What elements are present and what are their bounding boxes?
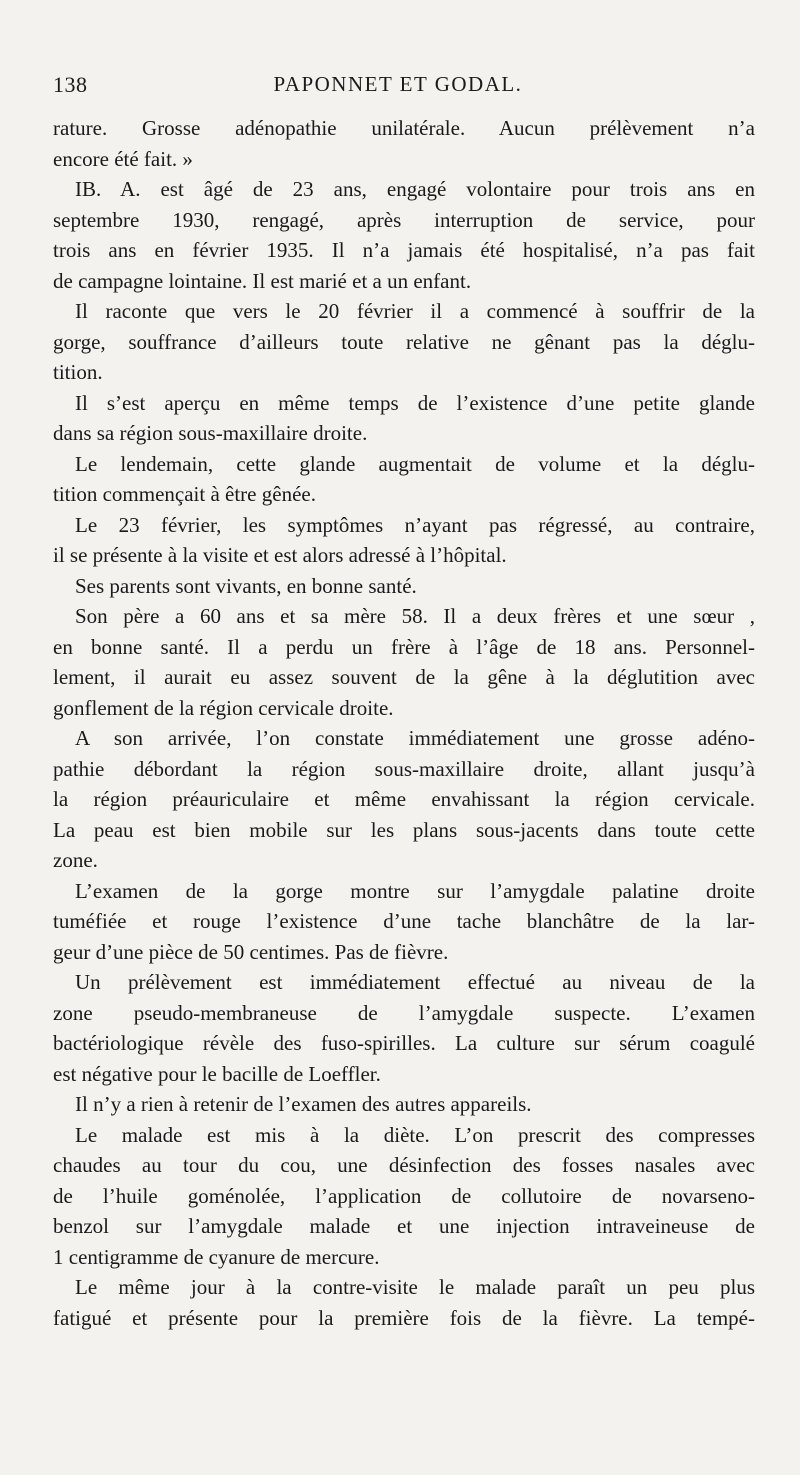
text-line: zone pseudo-membraneuse de l’amygdale suspecte. L’examen xyxy=(53,1000,755,1025)
text-line: geur d’une pièce de 50 centimes. Pas de fièvre. xyxy=(53,939,449,964)
page-header xyxy=(53,72,743,102)
text-line: L’examen de la gorge montre sur l’amygdale palatine droite xyxy=(75,878,755,903)
text-line: il se présente à la visite et est alors adressé à l’hôpital. xyxy=(53,543,507,567)
text-line: benzol sur l’amygdale malade et une injection intraveineuse de xyxy=(53,1214,755,1238)
text-line: Le malade est mis à la diète. L’on prescrit des compresses xyxy=(75,1122,755,1147)
text-line: Ses parents sont vivants, en bonne santé. xyxy=(75,573,417,598)
text-line: pathie débordant la région sous-maxillaire droite, allant jusqu’à xyxy=(53,756,755,781)
text-line: fatigué et présente pour la première fois de la fièvre. La tempé- xyxy=(53,1305,755,1330)
text-line: 1 centigramme de cyanure de mercure. xyxy=(53,1244,380,1269)
text-line: Le 23 février, les symptômes n’ayant pas régressé, au contraire, xyxy=(75,512,755,537)
text-line: gonflement de la région cervicale droite. xyxy=(53,695,394,720)
text-line: Le lendemain, cette glande augmentait de volume et la déglu- xyxy=(75,451,755,476)
page-number: 138 xyxy=(53,72,88,97)
text-line: tuméfiée et rouge l’existence d’une tache blanchâtre de la lar- xyxy=(53,909,755,933)
text-line: Il raconte que vers le 20 février il a commencé à souffrir de la xyxy=(75,299,755,323)
text-line: la région préauriculaire et même envahissant la région cervicale. xyxy=(53,787,755,811)
text-line: Il n’y a rien à retenir de l’examen des autres appareils. xyxy=(75,1092,532,1116)
text-line: Le même jour à la contre-visite le malade paraît un peu plus xyxy=(75,1275,755,1299)
text-line: Un prélèvement est immédiatement effectué au niveau de la xyxy=(75,970,755,994)
text-line: Son père a 60 ans et sa mère 58. Il a deux frères et une sœur , xyxy=(75,604,755,628)
text-line: zone. xyxy=(53,848,98,872)
text-line: rature. Grosse adénopathie unilatérale. Aucun prélèvement n’a xyxy=(53,116,755,140)
text-line: chaudes au tour du cou, une désinfection des fosses nasales avec xyxy=(53,1153,755,1177)
text-line: dans sa région sous-maxillaire droite. xyxy=(53,421,368,445)
text-line: en bonne santé. Il a perdu un frère à l’âge de 18 ans. Personnel- xyxy=(53,634,755,659)
text-line: tition. xyxy=(53,360,103,384)
text-line: gorge, souffrance d’ailleurs toute relative ne gênant pas la déglu- xyxy=(53,329,755,354)
text-line: IB. A. est âgé de 23 ans, engagé volontaire pour trois ans en xyxy=(75,177,755,201)
running-title: PAPONNET ET GODAL. xyxy=(273,72,523,96)
text-line: tition commençait à être gênée. xyxy=(53,482,316,506)
text-line: est négative pour le bacille de Loeffler. xyxy=(53,1061,381,1086)
text-line: La peau est bien mobile sur les plans sous-jacents dans toute cette xyxy=(53,817,755,842)
body-text xyxy=(53,113,755,1333)
text-line: de campagne lointaine. Il est marié et a un enfant. xyxy=(53,268,472,293)
text-line: Il s’est aperçu en même temps de l’existence d’une petite glande xyxy=(75,390,755,415)
text-line: bactériologique révèle des fuso-spirilles. La culture sur sérum coagulé xyxy=(53,1031,755,1055)
text-line: encore été fait. » xyxy=(53,146,193,171)
text-line: lement, il aurait eu assez souvent de la gêne à la déglutition avec xyxy=(53,665,755,689)
text-line: trois ans en février 1935. Il n’a jamais été hospitalisé, n’a pas fait xyxy=(53,238,755,262)
text-line: septembre 1930, rengagé, après interruption de service, pour xyxy=(53,207,755,232)
text-line: de l’huile goménolée, l’application de collutoire de novarseno- xyxy=(53,1183,755,1208)
text-line: A son arrivée, l’on constate immédiatement une grosse adéno- xyxy=(75,726,755,750)
